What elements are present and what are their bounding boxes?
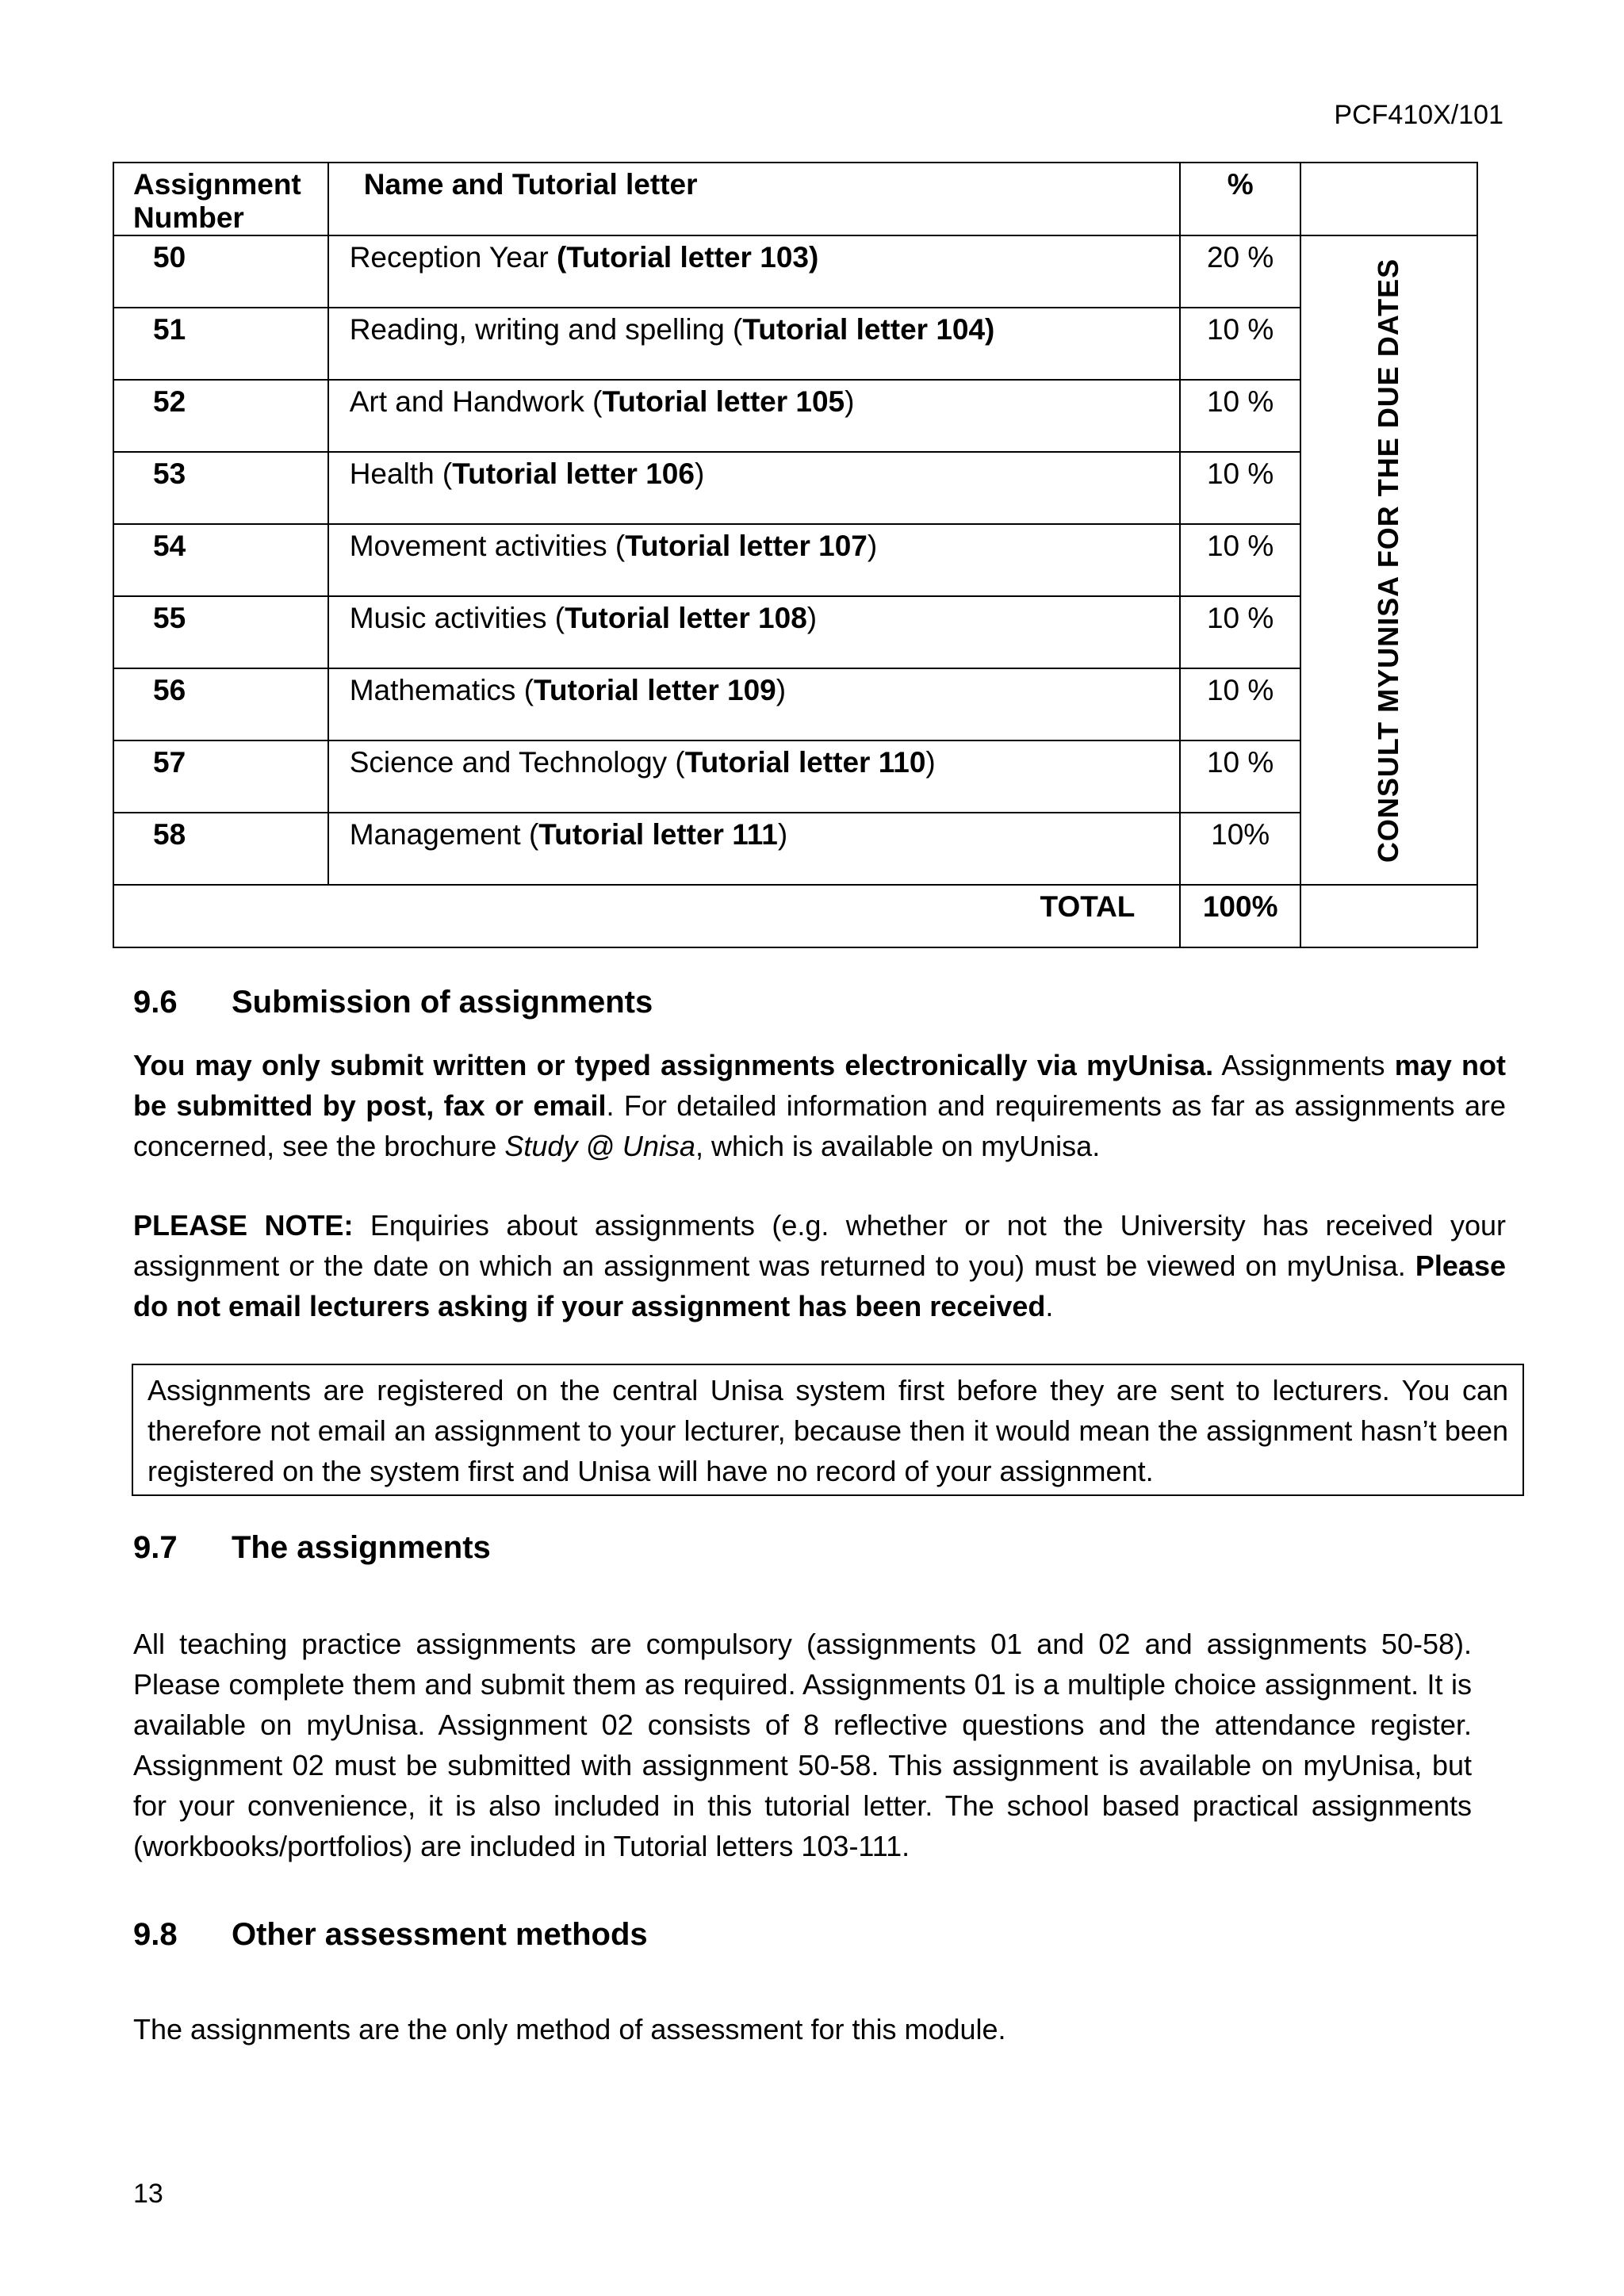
assignment-name: Music activities (Tutorial letter 108) [349,602,818,634]
total-label: TOTAL [1040,890,1136,923]
assignment-number: 57 [153,746,186,779]
table-row [113,740,1477,813]
assignment-percent: 10 % [1206,602,1274,634]
page-number: 13 [133,2179,163,2209]
submission-paragraph: You may only submit written or typed assignments electronically via myUnisa. Assignments may not be submitted by post, fax or email. For detailed information and requirements as far as assignments are concerned, see the brochure Study @ Unisa, which is available on myUnisa. [133,1049,1506,1162]
assignment-number: 50 [153,241,186,274]
col-header-number: Assignment Number [133,168,301,234]
table-row [113,452,1477,524]
assignment-percent: 10 % [1206,674,1274,706]
assignment-name: Movement activities (Tutorial letter 107) [349,530,878,562]
assignment-name: Art and Handwork (Tutorial letter 105) [349,385,855,418]
assignment-number: 52 [153,385,186,418]
assignment-number: 55 [153,602,186,634]
assignment-percent: 10% [1211,818,1270,851]
assignment-percent: 10 % [1206,313,1274,346]
assignment-percent: 10 % [1206,385,1274,418]
assignment-number: 58 [153,818,186,851]
assignment-name: Health (Tutorial letter 106) [349,457,705,490]
section-heading-9-6: 9.6 Submission of assignments [133,985,653,1020]
total-percent: 100% [1202,890,1278,923]
assignment-name: Management (Tutorial letter 111) [349,818,788,851]
table-row [113,308,1477,380]
table-row [113,380,1477,452]
assignment-name: Mathematics (Tutorial letter 109) [349,674,787,706]
assignment-percent: 10 % [1206,746,1274,779]
table-row [113,668,1477,740]
assignment-percent: 10 % [1206,530,1274,562]
assessment-paragraph: The assignments are the only method of assessment for this module. [133,2013,1006,2045]
assignment-number: 56 [153,674,186,706]
table-row [113,235,1477,308]
document-code: PCF410X/101 [1334,100,1503,130]
please-note-paragraph: PLEASE NOTE: Enquiries about assignments (e.g. whether or not the University has received your assignment or the date on which an assignment was returned to you) must be viewed on myUnisa. Please do not email lecturers asking if your assignment has been received. [133,1209,1506,1322]
col-header-name: Name and Tutorial letter [363,168,698,201]
col-header-blank [1300,163,1477,235]
assignment-number: 51 [153,313,186,346]
assignment-table [113,162,1478,948]
table-header-row [113,163,1477,235]
table-row [113,813,1477,885]
due-dates-cell [1300,235,1477,885]
table-row [113,524,1477,596]
assignment-number: 53 [153,457,186,490]
total-blank-cell [1300,885,1477,947]
table-row [113,596,1477,668]
section-heading-9-7: 9.7 The assignments [133,1530,491,1565]
due-dates-note: CONSULT MYUNISA FOR THE DUE DATES [1372,258,1405,863]
assignment-percent: 10 % [1206,457,1274,490]
section-heading-9-8: 9.8 Other assessment methods [133,1917,648,1952]
assignment-name: Reception Year (Tutorial letter 103) [349,241,819,274]
assignment-number: 54 [153,530,186,562]
col-header-percent: % [1227,168,1254,201]
assignment-name: Reading, writing and spelling (Tutorial letter 104) [349,313,995,346]
assignment-percent: 20 % [1206,241,1274,274]
registration-notice-box: Assignments are registered on the central Unisa system first before they are sent to lecturers. You can therefore not email an assignment to your lecturer, because then it would mean the assignment hasn’t been registered on the system first and Unisa will have no record of your assignment. [132,1364,1524,1496]
assignment-name: Science and Technology (Tutorial letter 110) [349,746,936,779]
table-total-row [113,885,1477,947]
assignments-paragraph: All teaching practice assignments are compulsory (assignments 01 and 02 and assignments 50-58). Please complete them and submit them as required. Assignments 01 is a multiple choice assignment. It is available on myUnisa. Assignment 02 consists of 8 reflective questions and the attendance register. Assignment 02 must be submitted with assignment 50-58. This assignment is available on myUnisa, but for your convenience, it is also included in this tutorial letter. The school based practical assignments (workbooks/portfolios) are included in Tutorial letters 103-111. [133,1628,1472,1862]
